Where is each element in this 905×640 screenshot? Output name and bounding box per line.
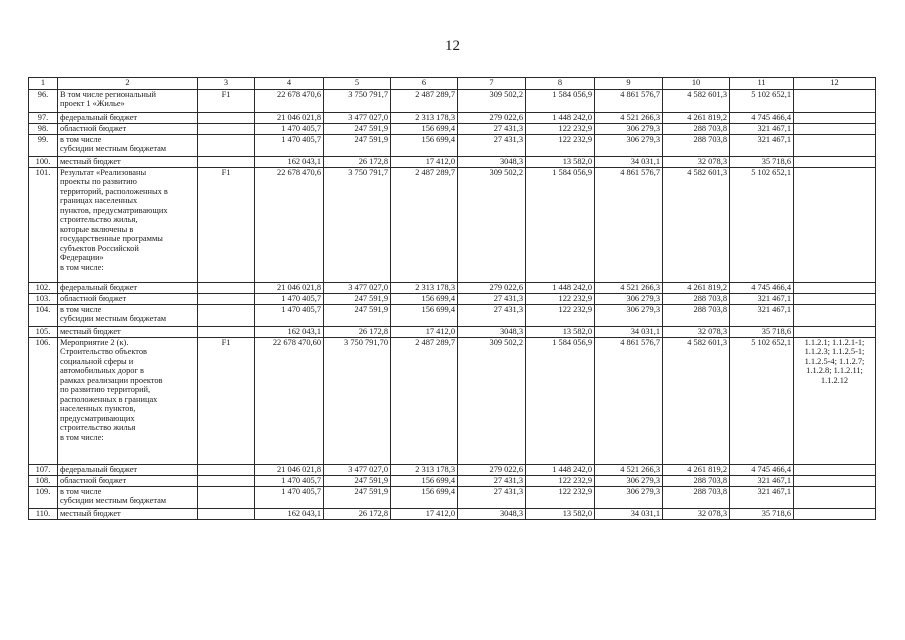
- row-value: 4 745 466,4: [730, 283, 794, 294]
- row-code: [198, 124, 255, 135]
- row-code: [198, 487, 255, 509]
- table-row: [29, 90, 876, 113]
- row-value: 27 431,3: [458, 305, 526, 327]
- row-name-line: областной бюджет: [60, 476, 127, 485]
- row-value: 2 487 289,7: [391, 338, 458, 465]
- row-name-line: субсидии местным бюджетам: [60, 314, 167, 324]
- row-value: 156 699,4: [391, 305, 458, 327]
- row-name: [58, 168, 198, 283]
- column-header: 6: [391, 78, 458, 90]
- row-name-line: строительство жилья: [60, 423, 136, 433]
- row-name-line: субсидии местным бюджетам: [60, 496, 167, 506]
- row-name-line: областной бюджет: [60, 124, 127, 133]
- row-name-line: Строительство объектов: [60, 347, 147, 357]
- row-value: 21 046 021,8: [255, 283, 324, 294]
- row-name-line: в том числе:: [60, 262, 104, 272]
- column-header: 8: [526, 78, 595, 90]
- row-name: [58, 465, 198, 476]
- row-name-line: государственные программы: [60, 234, 163, 244]
- row-note: [794, 113, 876, 124]
- row-value: 288 703,8: [663, 305, 730, 327]
- row-number: 110.: [29, 509, 58, 520]
- row-value: 1 448 242,0: [526, 283, 595, 294]
- row-value: 3 750 791,70: [324, 338, 391, 465]
- row-name-line: территорий, расположенных в: [60, 186, 168, 196]
- row-value: 288 703,8: [663, 124, 730, 135]
- row-value: 1 470 405,7: [255, 305, 324, 327]
- row-value: 156 699,4: [391, 294, 458, 305]
- row-value: 3 750 791,7: [324, 168, 391, 283]
- row-name-line: в том числе: [60, 487, 102, 496]
- row-value: 1 584 056,9: [526, 90, 595, 113]
- row-note: [794, 168, 876, 283]
- row-value: 4 861 576,7: [595, 90, 663, 113]
- row-value: 3048,3: [458, 157, 526, 168]
- row-value: 32 078,3: [663, 157, 730, 168]
- row-number: 98.: [29, 124, 58, 135]
- budget-table: [28, 77, 876, 520]
- row-code: [198, 476, 255, 487]
- row-name-line: по развитию территорий,: [60, 385, 151, 395]
- row-value: 27 431,3: [458, 124, 526, 135]
- row-value: 34 031,1: [595, 509, 663, 520]
- row-value: 22 678 470,6: [255, 90, 324, 113]
- row-number: 100.: [29, 157, 58, 168]
- row-value: 306 279,3: [595, 294, 663, 305]
- table-row: [29, 157, 876, 168]
- row-name-line: субсидии местным бюджетам: [60, 144, 167, 154]
- row-value: 162 043,1: [255, 509, 324, 520]
- row-value: 156 699,4: [391, 124, 458, 135]
- row-value: 35 718,6: [730, 327, 794, 338]
- row-number: 107.: [29, 465, 58, 476]
- row-note-line: 1.1.2.8; 1.1.2.11;: [806, 366, 863, 376]
- row-value: 122 232,9: [526, 476, 595, 487]
- row-code: [198, 283, 255, 294]
- row-value: 306 279,3: [595, 305, 663, 327]
- row-value: 3 477 027,0: [324, 465, 391, 476]
- row-name-line: проекты по развитию: [60, 177, 137, 187]
- row-name-line: В том числе региональный: [60, 90, 156, 99]
- row-number: 109.: [29, 487, 58, 509]
- row-number: 105.: [29, 327, 58, 338]
- row-value: 321 467,1: [730, 135, 794, 157]
- row-value: 309 502,2: [458, 168, 526, 283]
- row-value: 1 584 056,9: [526, 338, 595, 465]
- row-note: [794, 509, 876, 520]
- row-note-line: 1.1.2.1; 1.1.2.1-1;: [804, 338, 865, 347]
- row-value: 122 232,9: [526, 305, 595, 327]
- row-value: 306 279,3: [595, 476, 663, 487]
- row-value: 22 678 470,6: [255, 168, 324, 283]
- row-value: 1 470 405,7: [255, 124, 324, 135]
- row-note: [794, 487, 876, 509]
- row-value: 288 703,8: [663, 135, 730, 157]
- page-number: 12: [445, 38, 460, 54]
- row-value: 156 699,4: [391, 476, 458, 487]
- row-value: 279 022,6: [458, 113, 526, 124]
- row-value: 1 470 405,7: [255, 135, 324, 157]
- row-number: 102.: [29, 283, 58, 294]
- column-header: 11: [730, 78, 794, 90]
- row-name: [58, 294, 198, 305]
- row-value: 4 521 266,3: [595, 113, 663, 124]
- row-value: 321 467,1: [730, 476, 794, 487]
- row-number: 106.: [29, 338, 58, 465]
- row-value: 4 582 601,3: [663, 90, 730, 113]
- row-number: 103.: [29, 294, 58, 305]
- row-value: 13 582,0: [526, 509, 595, 520]
- row-value: 3 477 027,0: [324, 283, 391, 294]
- row-note: [794, 157, 876, 168]
- row-name: [58, 135, 198, 157]
- column-header: 10: [663, 78, 730, 90]
- row-value: 288 703,8: [663, 294, 730, 305]
- row-value: 27 431,3: [458, 294, 526, 305]
- row-name-line: местный бюджет: [60, 509, 121, 518]
- row-value: 32 078,3: [663, 509, 730, 520]
- row-name: [58, 124, 198, 135]
- row-value: 321 467,1: [730, 294, 794, 305]
- row-value: 247 591,9: [324, 305, 391, 327]
- row-name-line: строительство жилья,: [60, 215, 138, 225]
- table-row: [29, 294, 876, 305]
- row-value: 13 582,0: [526, 157, 595, 168]
- row-value: 1 470 405,7: [255, 487, 324, 509]
- row-note: [794, 465, 876, 476]
- row-name: [58, 90, 198, 113]
- row-value: 4 261 819,2: [663, 113, 730, 124]
- row-name: [58, 338, 198, 465]
- row-name-line: автомобильных дорог в: [60, 366, 144, 376]
- row-value: 156 699,4: [391, 487, 458, 509]
- row-value: 26 172,8: [324, 509, 391, 520]
- row-value: 34 031,1: [595, 157, 663, 168]
- row-name-line: Результат «Реализованы: [60, 168, 147, 177]
- row-value: 5 102 652,1: [730, 168, 794, 283]
- column-header: 2: [58, 78, 198, 90]
- row-value: 21 046 021,8: [255, 465, 324, 476]
- row-note: [794, 283, 876, 294]
- table-row: [29, 135, 876, 157]
- row-name-line: предусматривающих: [60, 413, 135, 423]
- table-row: [29, 476, 876, 487]
- row-value: 122 232,9: [526, 124, 595, 135]
- row-value: 3048,3: [458, 327, 526, 338]
- row-value: 22 678 470,60: [255, 338, 324, 465]
- row-name: [58, 476, 198, 487]
- row-value: 1 448 242,0: [526, 465, 595, 476]
- row-code: [198, 509, 255, 520]
- row-value: 27 431,3: [458, 476, 526, 487]
- row-note-line: 1.1.2.3; 1.1.2.5-1;: [804, 347, 865, 357]
- row-note: [794, 338, 876, 465]
- row-value: 4 861 576,7: [595, 168, 663, 283]
- table-row: [29, 487, 876, 509]
- row-value: 2 313 178,3: [391, 113, 458, 124]
- row-value: 35 718,6: [730, 509, 794, 520]
- row-name: [58, 305, 198, 327]
- row-value: 288 703,8: [663, 487, 730, 509]
- row-note: [794, 327, 876, 338]
- row-value: 162 043,1: [255, 157, 324, 168]
- row-value: 34 031,1: [595, 327, 663, 338]
- row-name-line: которые включены в: [60, 224, 134, 234]
- row-value: 122 232,9: [526, 487, 595, 509]
- row-value: 1 470 405,7: [255, 294, 324, 305]
- row-name: [58, 509, 198, 520]
- table-row: [29, 338, 876, 465]
- row-code: [198, 135, 255, 157]
- row-name-line: областной бюджет: [60, 294, 127, 303]
- row-code: [198, 305, 255, 327]
- row-code: F1: [198, 338, 255, 465]
- row-code: F1: [198, 90, 255, 113]
- row-name-line: в том числе: [60, 305, 102, 314]
- row-value: 4 261 819,2: [663, 283, 730, 294]
- column-header: 7: [458, 78, 526, 90]
- row-value: 2 487 289,7: [391, 90, 458, 113]
- row-value: 3 750 791,7: [324, 90, 391, 113]
- table-row: [29, 168, 876, 283]
- row-value: 4 521 266,3: [595, 283, 663, 294]
- row-value: 309 502,2: [458, 338, 526, 465]
- row-value: 2 487 289,7: [391, 168, 458, 283]
- row-name-line: проект 1 «Жилье»: [60, 99, 125, 109]
- row-value: 5 102 652,1: [730, 90, 794, 113]
- row-name-line: федеральный бюджет: [60, 465, 138, 474]
- row-note: [794, 90, 876, 113]
- row-name-line: федеральный бюджет: [60, 113, 138, 122]
- row-value: 162 043,1: [255, 327, 324, 338]
- row-name-line: федеральный бюджет: [60, 283, 138, 292]
- row-name-line: Мероприятие 2 (к).: [60, 338, 129, 347]
- row-name-line: в том числе:: [60, 432, 104, 442]
- column-header: 12: [794, 78, 876, 90]
- row-name: [58, 283, 198, 294]
- row-code: [198, 327, 255, 338]
- row-note: [794, 124, 876, 135]
- column-header: 4: [255, 78, 324, 90]
- row-note: [794, 294, 876, 305]
- row-name-line: расположенных в границах: [60, 394, 158, 404]
- row-value: 27 431,3: [458, 135, 526, 157]
- row-value: 247 591,9: [324, 487, 391, 509]
- row-value: 122 232,9: [526, 294, 595, 305]
- row-value: 4 861 576,7: [595, 338, 663, 465]
- row-code: [198, 157, 255, 168]
- row-value: 2 313 178,3: [391, 283, 458, 294]
- row-name-line: в том числе: [60, 135, 102, 144]
- row-value: 13 582,0: [526, 327, 595, 338]
- row-note: [794, 476, 876, 487]
- row-note-line: 1.1.2.5-4; 1.1.2.7;: [804, 356, 865, 366]
- row-number: 97.: [29, 113, 58, 124]
- row-value: 279 022,6: [458, 283, 526, 294]
- row-value: 4 582 601,3: [663, 338, 730, 465]
- row-value: 32 078,3: [663, 327, 730, 338]
- row-value: 5 102 652,1: [730, 338, 794, 465]
- row-value: 306 279,3: [595, 124, 663, 135]
- row-value: 17 412,0: [391, 327, 458, 338]
- row-value: 1 470 405,7: [255, 476, 324, 487]
- row-name-line: местный бюджет: [60, 157, 121, 166]
- row-value: 3048,3: [458, 509, 526, 520]
- table-row: [29, 327, 876, 338]
- row-value: 247 591,9: [324, 124, 391, 135]
- row-value: 247 591,9: [324, 476, 391, 487]
- column-header: 1: [29, 78, 58, 90]
- row-name-line: пунктов, предусматривающих: [60, 205, 168, 215]
- row-code: [198, 113, 255, 124]
- row-note: [794, 305, 876, 327]
- row-value: 1 448 242,0: [526, 113, 595, 124]
- row-name-line: границах населенных: [60, 196, 138, 206]
- row-value: 2 313 178,3: [391, 465, 458, 476]
- row-value: 4 521 266,3: [595, 465, 663, 476]
- row-value: 35 718,6: [730, 157, 794, 168]
- row-value: 4 582 601,3: [663, 168, 730, 283]
- row-value: 4 261 819,2: [663, 465, 730, 476]
- table-row: [29, 465, 876, 476]
- row-note: [794, 135, 876, 157]
- table-row: [29, 305, 876, 327]
- row-value: 17 412,0: [391, 157, 458, 168]
- row-value: 279 022,6: [458, 465, 526, 476]
- row-value: 1 584 056,9: [526, 168, 595, 283]
- row-value: 321 467,1: [730, 305, 794, 327]
- column-header: 3: [198, 78, 255, 90]
- row-name-line: социальной сферы и: [60, 356, 134, 366]
- row-name-line: рамках реализации проектов: [60, 375, 163, 385]
- column-header: 5: [324, 78, 391, 90]
- row-value: 27 431,3: [458, 487, 526, 509]
- row-value: 156 699,4: [391, 135, 458, 157]
- table-row: [29, 124, 876, 135]
- table-row: [29, 113, 876, 124]
- row-value: 3 477 027,0: [324, 113, 391, 124]
- row-value: 288 703,8: [663, 476, 730, 487]
- row-number: 108.: [29, 476, 58, 487]
- row-number: 99.: [29, 135, 58, 157]
- row-code: [198, 465, 255, 476]
- row-name-line: Федерации»: [60, 253, 104, 263]
- row-value: 321 467,1: [730, 487, 794, 509]
- column-header: 9: [595, 78, 663, 90]
- row-name: [58, 157, 198, 168]
- table-row: [29, 283, 876, 294]
- table-row: [29, 509, 876, 520]
- row-name-line: местный бюджет: [60, 327, 121, 336]
- row-code: F1: [198, 168, 255, 283]
- column-header-row: [29, 78, 876, 90]
- row-value: 122 232,9: [526, 135, 595, 157]
- row-value: 4 745 466,4: [730, 113, 794, 124]
- row-value: 321 467,1: [730, 124, 794, 135]
- row-name: [58, 487, 198, 509]
- row-value: 309 502,2: [458, 90, 526, 113]
- row-value: 306 279,3: [595, 135, 663, 157]
- row-value: 4 745 466,4: [730, 465, 794, 476]
- row-number: 104.: [29, 305, 58, 327]
- row-number: 101.: [29, 168, 58, 283]
- row-name-line: населенных пунктов,: [60, 404, 136, 414]
- row-value: 21 046 021,8: [255, 113, 324, 124]
- row-code: [198, 294, 255, 305]
- row-value: 26 172,8: [324, 327, 391, 338]
- row-name-line: субъектов Российской: [60, 243, 139, 253]
- row-value: 26 172,8: [324, 157, 391, 168]
- row-value: 306 279,3: [595, 487, 663, 509]
- row-number: 96.: [29, 90, 58, 113]
- row-note-line: 1.1.2.12: [820, 375, 849, 385]
- row-value: 247 591,9: [324, 294, 391, 305]
- row-name: [58, 327, 198, 338]
- row-value: 247 591,9: [324, 135, 391, 157]
- row-value: 17 412,0: [391, 509, 458, 520]
- row-name: [58, 113, 198, 124]
